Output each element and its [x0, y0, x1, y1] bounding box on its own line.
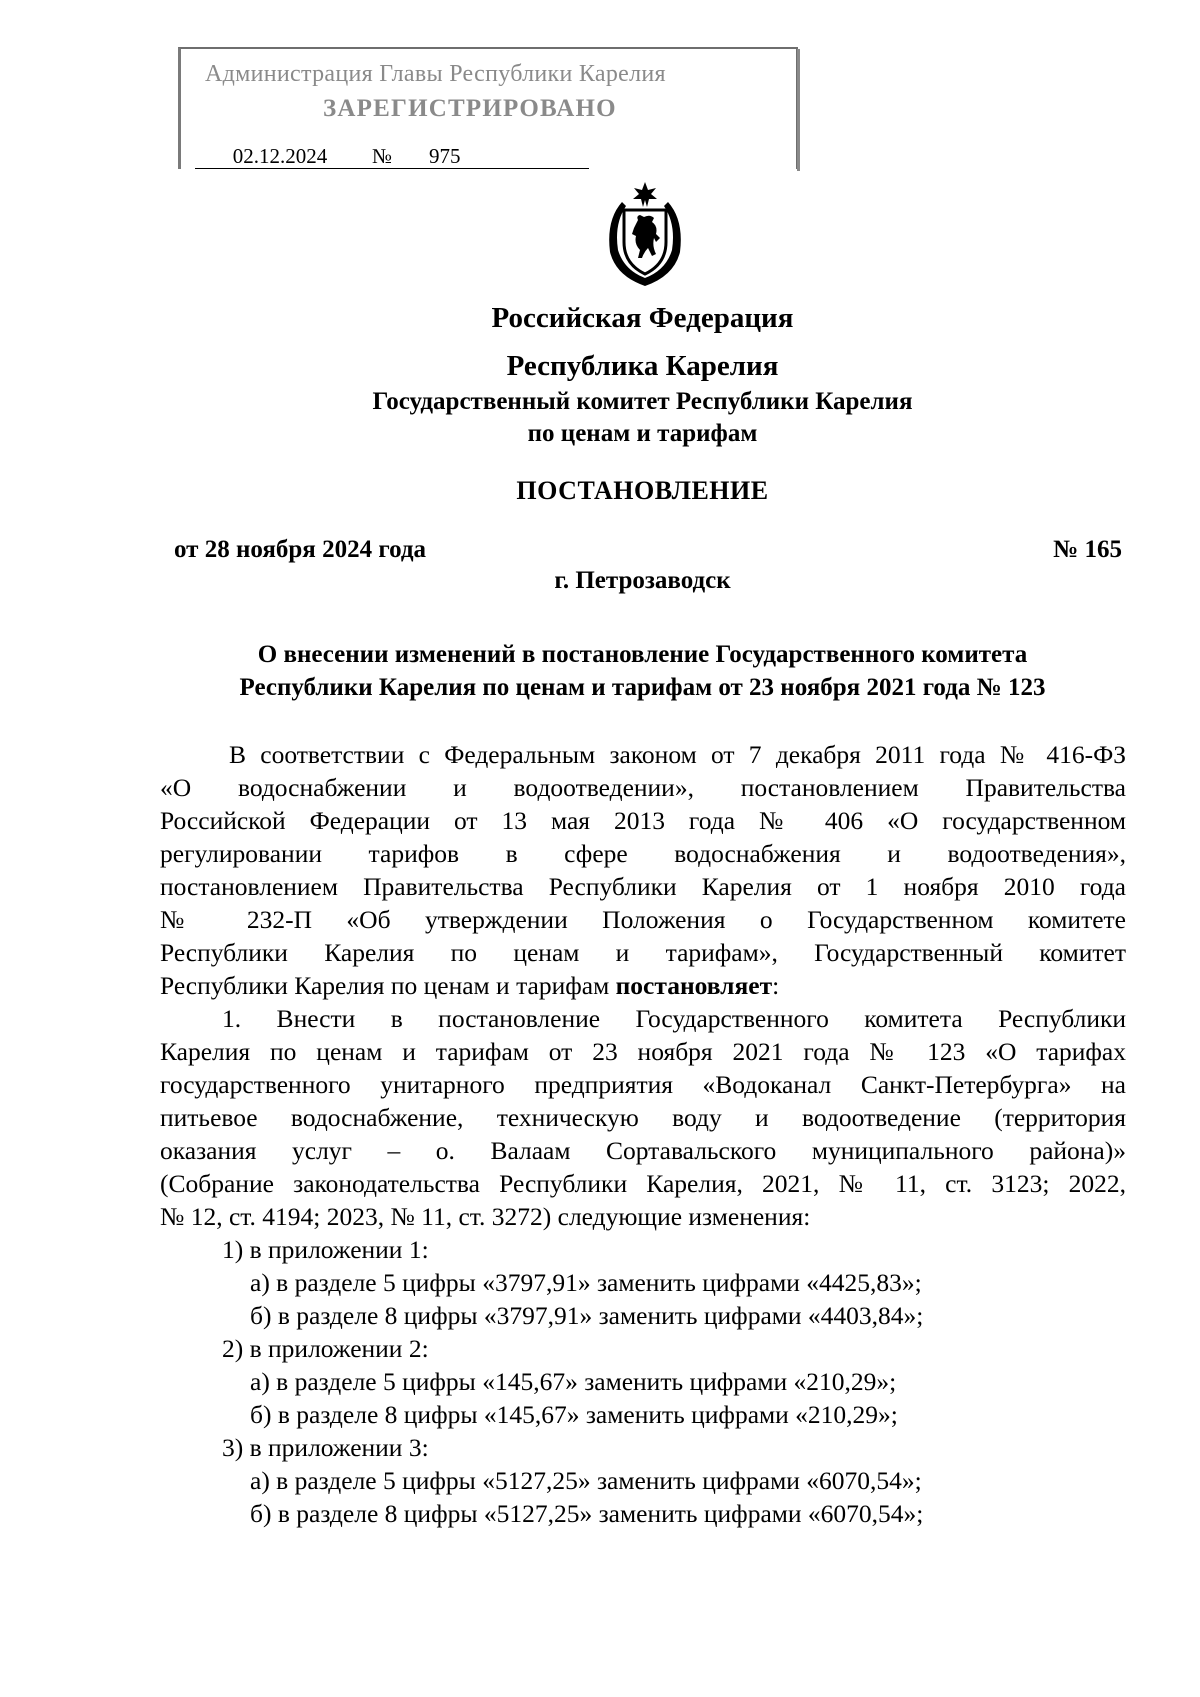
stamp-shadow	[797, 49, 800, 171]
subitem-3b: б) в разделе 8 цифры «5127,25» заменить цифрами «6070,54»;	[250, 1499, 924, 1528]
stamp-number: 975	[399, 144, 589, 169]
preamble-line: постановлением Правительства Республики Карелия от 1 ноября 2010 года	[160, 872, 1126, 901]
header-republic: Республика Карелия	[506, 350, 779, 382]
stamp-date: 02.12.2024	[195, 144, 365, 169]
subitem-1a: а) в разделе 5 цифры «3797,91» заменить цифрами «4425,83»;	[250, 1268, 922, 1297]
document-subject	[160, 638, 1125, 704]
subject-line1: О внесении изменений в постановление Государственного комитета	[257, 641, 1028, 668]
item1-line: Карелия по ценам и тарифам от 23 ноября 2021 года № 123 «О тарифах	[160, 1037, 1126, 1066]
subitem-appendix-3: 3) в приложении 3:	[222, 1433, 429, 1462]
document-body	[160, 738, 1126, 1530]
document-city: г. Петрозаводск	[554, 567, 731, 594]
document-type: ПОСТАНОВЛЕНИЕ	[516, 476, 769, 505]
stamp-status: ЗАРЕГИСТРИРОВАНО	[323, 95, 617, 122]
subitem-3a: а) в разделе 5 цифры «5127,25» заменить цифрами «6070,54»;	[250, 1466, 922, 1495]
coat-of-arms-icon	[600, 180, 690, 290]
preamble-line: № 232-П «Об утверждении Положения о Государственном комитете	[160, 905, 1126, 934]
header-committee-line1: Государственный комитет Республики Карелия	[372, 388, 913, 415]
preamble-last-line	[160, 969, 1126, 1002]
preamble-line: Республики Карелия по ценам и тарифам», Государственный комитет	[160, 938, 1126, 967]
subitem-2a: а) в разделе 5 цифры «145,67» заменить цифрами «210,29»;	[250, 1367, 897, 1396]
registration-stamp	[178, 47, 798, 169]
stamp-registration-row	[195, 144, 589, 169]
subitem-appendix-1: 1) в приложении 1:	[222, 1235, 429, 1264]
item1-line: (Собрание законодательства Республики Карелия, 2021, № 11, ст. 3123; 2022,	[160, 1169, 1126, 1198]
item1-line: питьевое водоснабжение, техническую воду и водоотведение (территория	[160, 1103, 1126, 1132]
header-country: Российская Федерация	[491, 302, 794, 334]
preamble-last-text: Республики Карелия по ценам и тарифам	[160, 971, 616, 1000]
item1-line: 1. Внести в постановление Государственного комитета Республики	[222, 1004, 1126, 1033]
preamble-line: В соответствии с Федеральным законом от 7 декабря 2011 года № 416-ФЗ	[229, 740, 1126, 769]
stamp-number-sign: №	[365, 144, 399, 169]
item1-last-line: № 12, ст. 4194; 2023, № 11, ст. 3272) следующие изменения:	[160, 1202, 811, 1231]
document-number: № 165	[1053, 536, 1122, 563]
subject-line2: Республики Карелия по ценам и тарифам от 23 ноября 2021 года № 123	[239, 674, 1046, 701]
subitem-1b: б) в разделе 8 цифры «3797,91» заменить цифрами «4403,84»;	[250, 1301, 924, 1330]
stamp-organization: Администрация Главы Республики Карелия	[205, 61, 666, 87]
preamble-colon: :	[772, 971, 780, 1000]
item1-line: оказания услуг – о. Валаам Сортавальского муниципального района)»	[160, 1136, 1126, 1165]
preamble-line: Российской Федерации от 13 мая 2013 года № 406 «О государственном	[160, 806, 1126, 835]
preamble-line: регулировании тарифов в сфере водоснабжения и водоотведения»,	[160, 839, 1126, 868]
preamble-resolves: постановляет	[615, 971, 773, 1000]
subitem-appendix-2: 2) в приложении 2:	[222, 1334, 429, 1363]
subitem-2b: б) в разделе 8 цифры «145,67» заменить цифрами «210,29»;	[250, 1400, 898, 1429]
header-committee-line2: по ценам и тарифам	[527, 420, 758, 447]
document-date: от 28 ноября 2024 года	[174, 536, 426, 563]
item1-line: государственного унитарного предприятия «Водоканал Санкт-Петербурга» на	[160, 1070, 1126, 1099]
preamble-line: «О водоснабжении и водоотведении», постановлением Правительства	[160, 773, 1126, 802]
